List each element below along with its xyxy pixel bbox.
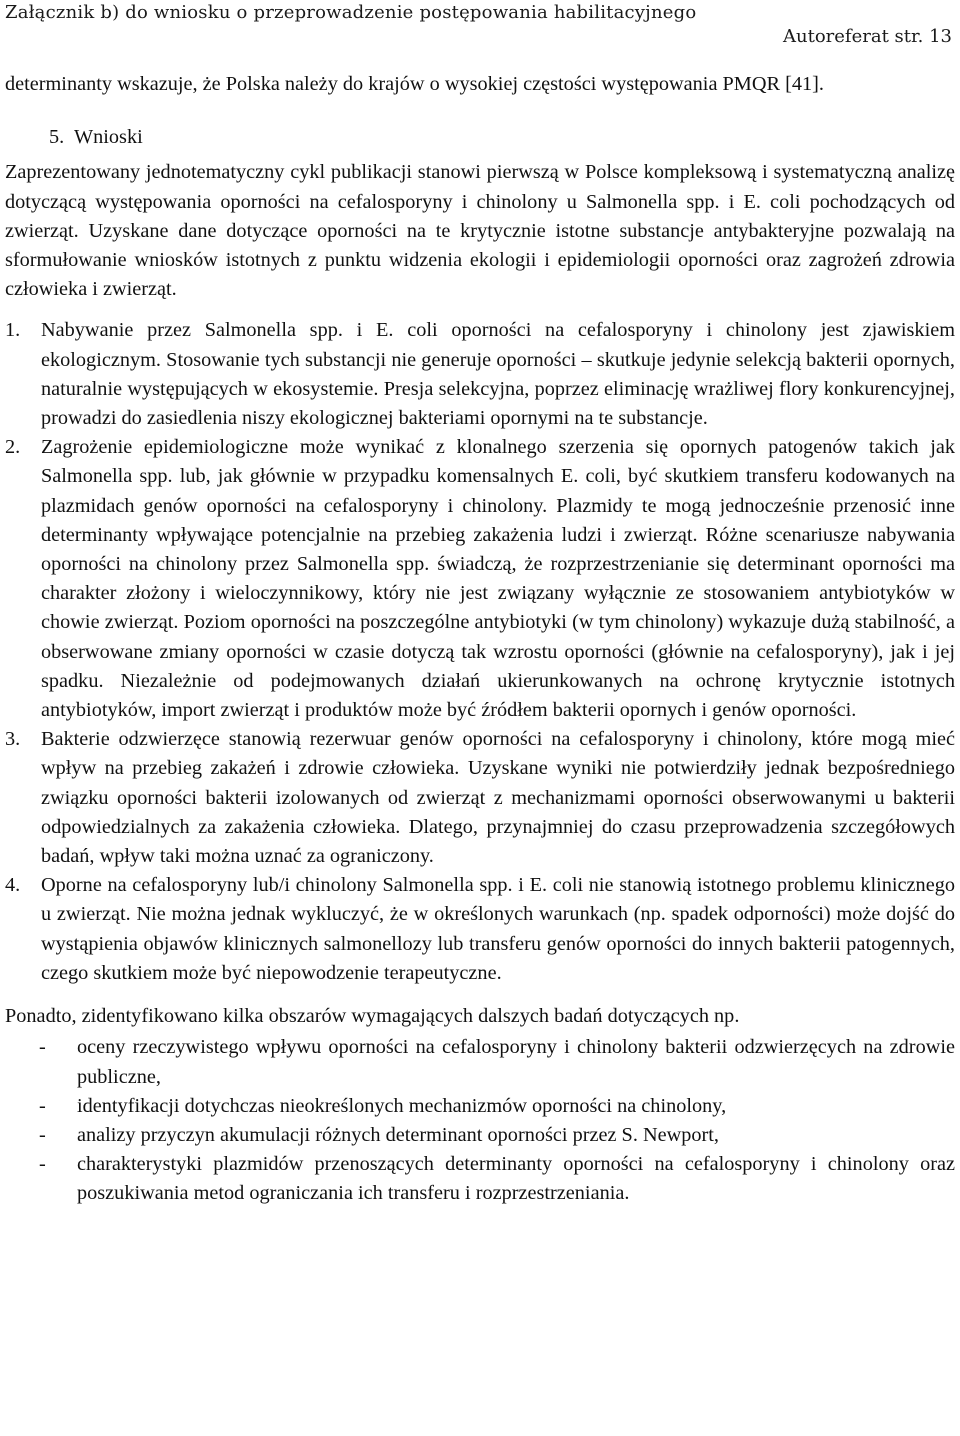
section-number: 5. <box>49 126 65 149</box>
list-dash: - <box>39 1036 46 1059</box>
conclusions-list <box>5 316 955 988</box>
list-dash: - <box>39 1094 46 1117</box>
conclusion-item <box>5 871 955 988</box>
list-dash: - <box>39 1123 46 1146</box>
research-item-text: charakterystyki plazmidów przenoszących determinanty oporności na cefalosporyny i chinolony oraz poszukiwania metod ograniczania ich transferu i rozprzestrzeniania. <box>77 1153 955 1205</box>
conclusion-item <box>5 725 955 871</box>
research-item-text: oceny rzeczywistego wpływu oporności na cefalosporyny i chinolony bakterii odzwierzęcych na zdrowie publiczne, <box>77 1036 955 1088</box>
research-item <box>5 1121 955 1150</box>
research-item-text: identyfikacji dotychczas nieokreślonych mechanizmów oporności na chinolony, <box>77 1094 727 1117</box>
summary-paragraph: Zaprezentowany jednotematyczny cykl publikacji stanowi pierwszą w Polsce kompleksową i systematyczną analizę dotyczącą występowania oporności na cefalosporyny i chinolony u Salmonella spp. i E. coli pochodzących od zwierząt. Uzyskane dane dotyczące oporności na te krytycznie istotne substancje antybakteryjne pozwalają na sformułowanie wniosków istotnych z punktu widzenia ekologii i epidemiologii oporności oraz zagrożeń zdrowia człowieka i zwierząt. <box>5 161 955 301</box>
research-intro: Ponadto, zidentyfikowano kilka obszarów wymagających dalszych badań dotyczących np. <box>5 1005 740 1028</box>
research-item <box>5 1150 955 1208</box>
conclusion-item <box>5 316 955 433</box>
section-heading <box>49 123 955 152</box>
conclusion-number: 4. <box>5 874 21 897</box>
research-item-text: analizy przyczyn akumulacji różnych determinant oporności przez S. Newport, <box>77 1123 719 1146</box>
conclusion-text: Nabywanie przez Salmonella spp. i E. coli oporności na cefalosporyny i chinolony jest zjawiskiem ekologicznym. Stosowanie tych substancji nie generuje oporności – skutkuje jedynie selekcją bakterii opornych, naturalnie występujących w ekosystemie. Presja selekcyjna, poprzez eliminację wrażliwej flory konkurencyjnej, prowadzi do zasiedlenia niszy ekologicznej bakteriami opornymi na te substancje. <box>41 319 955 430</box>
conclusion-number: 2. <box>5 436 21 459</box>
section-title: Wnioski <box>74 126 143 149</box>
conclusion-item <box>5 433 955 725</box>
conclusion-number: 1. <box>5 319 21 342</box>
list-dash: - <box>39 1153 46 1176</box>
conclusion-text: Bakterie odzwierzęce stanowią rezerwuar genów oporności na cefalosporyny i chinolony, które mogą mieć wpływ na przebieg zakażeń i zdrowie człowieka. Uzyskane wyniki nie potwierdziły jednak bezpośredniego związku oporności bakterii izolowanych od zwierząt z mechanizmami oporności obserwowanymi u bakterii odpowiedzialnych za zakażenia człowieka. Dlatego, przynajmniej do czasu przeprowadzenia szczegółowych badań, wpływ taki można uznać za ograniczony. <box>41 728 955 868</box>
page-number-label: Autoreferat str. 13 <box>783 26 952 47</box>
research-item <box>5 1092 955 1121</box>
document-header-title: Załącznik b) do wniosku o przeprowadzenie postępowania habilitacyjnego <box>5 2 697 23</box>
document-body <box>5 70 955 1209</box>
conclusion-text: Zagrożenie epidemiologiczne może wynikać z klonalnego szerzenia się opornych patogenów takich jak Salmonella spp. lub, jak głównie w przypadku komensalnych E. coli, być skutkiem transferu kodowanych na plazmidach genów oporności na cefalosporyny i chinolony. Plazmidy te mogą jednocześnie przenosić inne determinanty wpływające potencjalnie na przebieg zakażenia ludzi i zwierząt. Różne scenariusze nabywania oporności na chinolony przez Salmonella spp. świadczą, że rozprzestrzenianie się determinant oporności ma charakter złożony i wieloczynnikowy, który nie jest związany wyłącznie ze stosowaniem antybiotyków w chowie zwierząt. Poziom oporności na poszczególne antybiotyki (w tym chinolony) wykazuje dużą stabilność, a obserwowane zmiany oporności w czasie dotyczą tak wzrostu oporności (głównie na cefalosporyny), jak i jej spadku. Niezależnie od podejmowanych działań ukierunkowanych na ochronę krytycznie istotnych antybiotyków, import zwierząt i produktów może być źródłem bakterii opornych i genów oporności. <box>41 436 955 722</box>
conclusion-text: Oporne na cefalosporyny lub/i chinolony Salmonella spp. i E. coli nie stanowią istotnego problemu klinicznego u zwierząt. Nie można jednak wykluczyć, że w określonych warunkach (np. spadek odporności) może dojść do wystąpienia objawów klinicznych salmonellozy lub transferu genów oporności do innych bakterii patogennych, czego skutkiem może być niepowodzenie terapeutyczne. <box>41 874 955 984</box>
research-areas-list <box>5 1033 955 1208</box>
intro-paragraph: determinanty wskazuje, że Polska należy do krajów o wysokiej częstości występowania PMQR [41]. <box>5 73 824 95</box>
research-item <box>5 1033 955 1091</box>
conclusion-number: 3. <box>5 728 21 751</box>
